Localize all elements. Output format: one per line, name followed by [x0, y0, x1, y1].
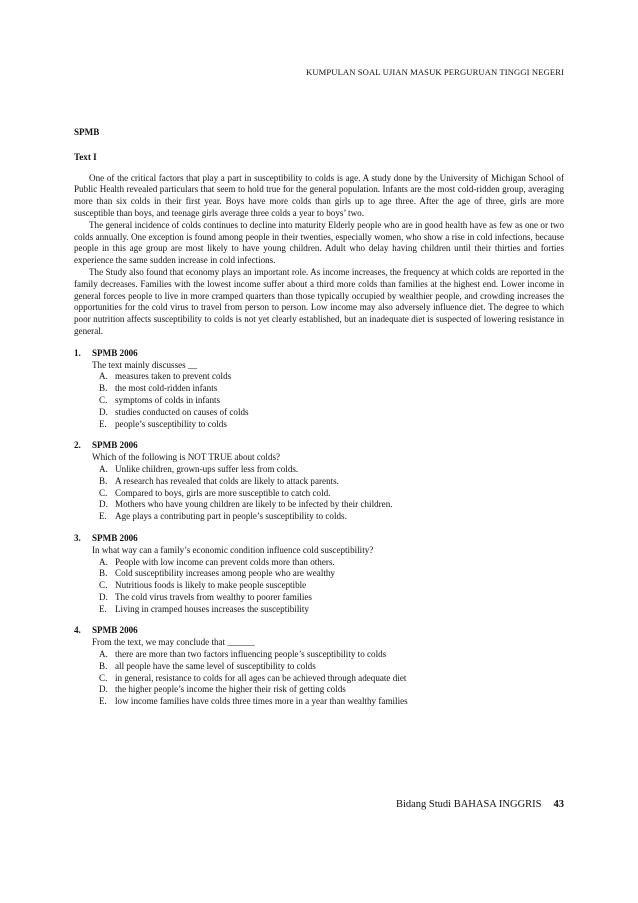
option-letter: A.: [99, 556, 108, 567]
page-content: [74, 127, 564, 718]
option-text: low income families have colds three times more in a year than wealthy families: [115, 696, 408, 707]
question-number: 1.: [74, 347, 81, 358]
page-number: 43: [553, 799, 564, 810]
question-item: [74, 625, 564, 708]
question-list: [74, 348, 564, 708]
question-item: [74, 533, 564, 616]
option-letter: C.: [99, 487, 108, 498]
answer-options: [92, 557, 564, 616]
option-letter: D.: [99, 591, 108, 602]
option-letter: E.: [99, 418, 107, 429]
option-letter: D.: [99, 684, 108, 695]
option-text: symptoms of colds in infants: [115, 394, 221, 405]
answer-option: [99, 661, 564, 673]
passage-paragraph: One of the critical factors that play a part in susceptibility to colds is age. A study done by the University of Michigan School of Public Health revealed particulars that seem to hold true for the general population. Infants are the most cold-ridden group, averaging more than six colds in their first year. Boys have more colds than girls up to age three. After the age of three, girls are more susceptible than boys, and teenage girls average three colds a year to boys’ two.: [74, 172, 564, 218]
question-item: [74, 348, 564, 431]
option-text: the higher people’s income the higher their risk of getting colds: [115, 684, 346, 695]
answer-option: [99, 568, 564, 580]
question-number: 2.: [74, 440, 81, 451]
answer-options: [92, 371, 564, 430]
option-letter: A.: [99, 649, 108, 660]
answer-option: [99, 592, 564, 604]
answer-option: [99, 557, 564, 569]
option-text: the most cold-ridden infants: [115, 383, 218, 394]
answer-option: [99, 488, 564, 500]
passage-paragraph: The general incidence of colds continues to decline into maturity Elderly people who are in good health have as few as one or two colds annually. One exception is found among people in their twenties, especially women, who show a rise in cold infections, because people in this age group are most likely to have young children. Adult who delay having children until their thirties and forties experience the same sudden increase in cold infections.: [74, 219, 564, 266]
option-text: Unlike children, grown-ups suffer less from colds.: [115, 463, 299, 474]
question-number: 4.: [74, 625, 81, 636]
option-letter: E.: [99, 511, 107, 522]
question-prompt: From the text, we may conclude that ______: [92, 637, 255, 648]
option-text: studies conducted on causes of colds: [115, 406, 249, 417]
question-item: [74, 440, 564, 523]
option-text: Cold susceptibility increases among people who are wealthy: [115, 568, 335, 579]
question-source: SPMB 2006: [92, 625, 138, 636]
option-letter: C.: [99, 580, 108, 591]
option-text: A research has revealed that colds are likely to attack parents.: [115, 475, 339, 486]
answer-option: [99, 604, 564, 616]
option-letter: B.: [99, 660, 108, 671]
answer-option: [99, 395, 564, 407]
answer-option: [99, 696, 564, 708]
option-letter: A.: [99, 463, 108, 474]
option-text: people’s susceptibility to colds: [115, 418, 227, 429]
section-heading: SPMB: [74, 127, 100, 137]
option-letter: B.: [99, 383, 108, 394]
passage-paragraph: The Study also found that economy plays an important role. As income increases, the frequency at which colds are reported in the family decreases. Families with the lowest income suffer about a third more colds than families at the highest end. Lower income in general forces people to live in more cramped quarters than those typically occupied by wealthier people, and crowding increases the opportunities for the cold virus to travel from person to person. Low income may also adversely influence diet. The degree to which poor nutrition affects susceptibility to colds is not yet clearly established, but an inadequate diet is suspected of lowering resistance in general.: [74, 266, 564, 336]
answer-option: [99, 580, 564, 592]
option-text: The cold virus travels from wealthy to poorer families: [115, 591, 312, 602]
answer-option: [99, 383, 564, 395]
page-footer: [396, 799, 564, 810]
option-text: Living in cramped houses increases the susceptibility: [115, 603, 309, 614]
question-prompt: In what way can a family’s economic condition influence cold susceptibility?: [92, 544, 374, 555]
answer-option: [99, 419, 564, 431]
answer-option: [99, 499, 564, 511]
answer-option: [99, 476, 564, 488]
answer-option: [99, 407, 564, 419]
option-letter: E.: [99, 696, 107, 707]
answer-option: [99, 511, 564, 523]
option-letter: C.: [99, 672, 108, 683]
answer-option: [99, 684, 564, 696]
question-source: SPMB 2006: [92, 532, 138, 543]
answer-option: [99, 464, 564, 476]
question-prompt: Which of the following is NOT TRUE about colds?: [92, 452, 281, 463]
text-title: Text I: [74, 151, 97, 162]
option-letter: D.: [99, 406, 108, 417]
option-text: Nutritious foods is likely to make people susceptible: [115, 580, 307, 591]
answer-options: [92, 649, 564, 708]
option-letter: D.: [99, 499, 108, 510]
answer-options: [92, 464, 564, 523]
option-letter: B.: [99, 568, 108, 579]
answer-option: [99, 371, 564, 383]
option-text: all people have the same level of susceptibility to colds: [115, 660, 316, 671]
option-letter: C.: [99, 394, 108, 405]
footer-subject: Bidang Studi BAHASA INGGRIS: [395, 799, 542, 810]
option-text: Compared to boys, girls are more susceptible to catch cold.: [115, 487, 331, 498]
option-letter: B.: [99, 475, 108, 486]
running-header: KUMPULAN SOAL UJIAN MASUK PERGURUAN TINGGI NEGERI: [306, 67, 564, 77]
question-source: SPMB 2006: [92, 347, 138, 358]
option-text: Age plays a contributing part in people’s susceptibility to colds.: [115, 511, 347, 522]
option-text: measures taken to prevent colds: [115, 371, 232, 382]
option-letter: A.: [99, 371, 108, 382]
question-prompt: The text mainly discusses __: [92, 359, 198, 370]
option-text: People with low income can prevent colds more than others.: [115, 556, 335, 567]
answer-option: [99, 673, 564, 685]
option-text: Mothers who have young children are likely to be infected by their children.: [115, 499, 393, 510]
question-source: SPMB 2006: [92, 440, 138, 451]
option-text: there are more than two factors influencing people’s susceptibility to colds: [115, 649, 387, 660]
answer-option: [99, 649, 564, 661]
option-letter: E.: [99, 603, 107, 614]
option-text: in general, resistance to colds for all ages can be achieved through adequate diet: [115, 672, 407, 683]
reading-passage: [74, 173, 564, 338]
question-number: 3.: [74, 532, 81, 543]
